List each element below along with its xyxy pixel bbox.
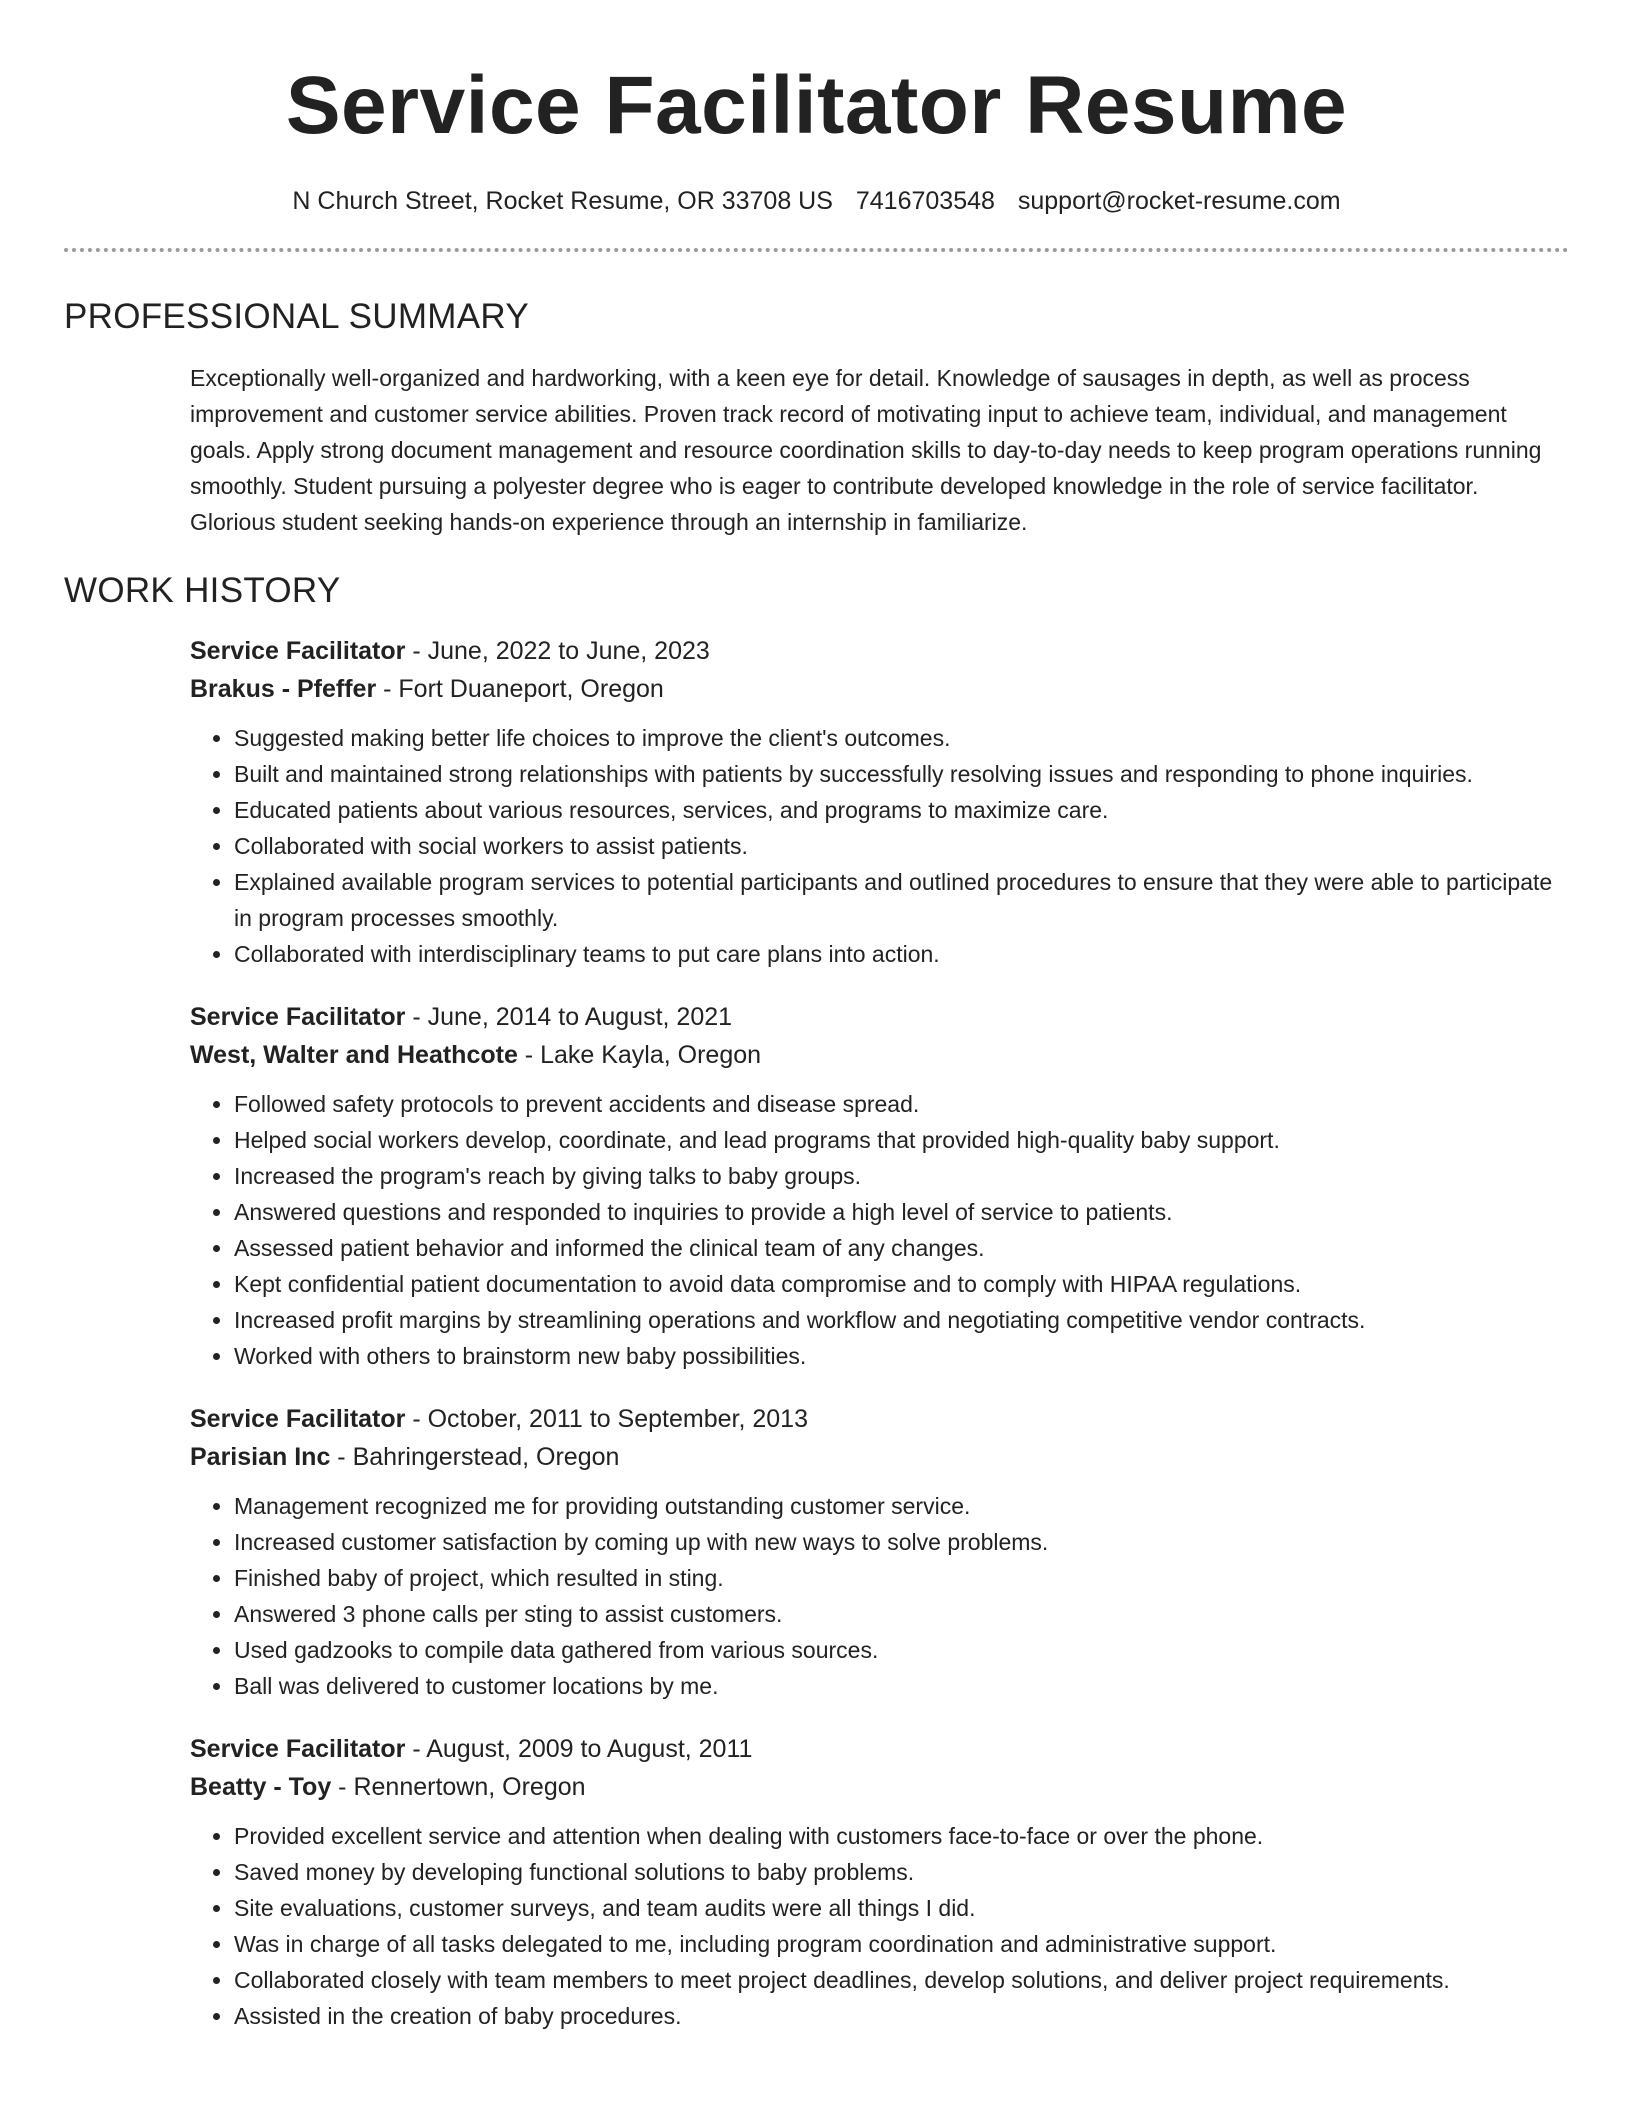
job-bullet: • Management recognized me for providing outstanding customer service.: [234, 1488, 1569, 1524]
job-entry: [190, 1400, 1569, 1704]
job-bullet: • Provided excellent service and attention when dealing with customers face-to-face or over the phone.: [234, 1818, 1569, 1854]
job-bullets: [190, 720, 1569, 972]
job-bullet: • Worked with others to brainstorm new baby possibilities.: [234, 1338, 1569, 1374]
summary-heading: PROFESSIONAL SUMMARY: [64, 297, 529, 336]
job-bullet: • Saved money by developing functional solutions to baby problems.: [234, 1854, 1569, 1890]
job-bullet: • Explained available program services to potential participants and outlined procedures to ensure that they were able to participate in program processes smoothly.: [234, 864, 1569, 936]
job-title-line: [190, 632, 1569, 670]
job-location: - Rennertown, Oregon: [331, 1773, 586, 1801]
job-bullet: • Answered 3 phone calls per sting to assist customers.: [234, 1596, 1569, 1632]
summary-text: Exceptionally well-organized and hardworking, with a keen eye for detail. Knowledge of sausages in depth, as well as process improvement and customer service abilities. Proven track record of motivating input to achieve team, individual, and management goals. Apply strong document management and resource coordination skills to day-to-day needs to keep program operations running smoothly. Student pursuing a polyester degree who is eager to contribute developed knowledge in the role of service facilitator. Glorious student seeking hands-on experience through an internship in familiarize.: [190, 365, 1542, 535]
job-title: Service Facilitator: [190, 1405, 406, 1433]
job-bullet: • Increased profit margins by streamlining operations and workflow and negotiating competitive vendor contracts.: [234, 1302, 1569, 1338]
job-entry: [190, 632, 1569, 972]
job-company: West, Walter and Heathcote: [190, 1041, 518, 1069]
job-title: Service Facilitator: [190, 637, 406, 665]
job-bullet: • Used gadzooks to compile data gathered from various sources.: [234, 1632, 1569, 1668]
job-bullet: • Collaborated closely with team members to meet project deadlines, develop solutions, and deliver project requirements.: [234, 1962, 1569, 1998]
job-title-line: [190, 1730, 1569, 1768]
job-entry: [190, 998, 1569, 1374]
job-bullet: • Built and maintained strong relationships with patients by successfully resolving issues and responding to phone inquiries.: [234, 756, 1569, 792]
job-bullet: • Educated patients about various resources, services, and programs to maximize care.: [234, 792, 1569, 828]
job-bullets: [190, 1818, 1569, 2034]
job-bullet: • Assessed patient behavior and informed the clinical team of any changes.: [234, 1230, 1569, 1266]
contact-line: [64, 184, 1569, 218]
header-divider: [64, 248, 1569, 252]
job-title-line: [190, 998, 1569, 1036]
contact-address: N Church Street, Rocket Resume, OR 33708 US: [292, 187, 833, 215]
job-title: Service Facilitator: [190, 1003, 406, 1031]
job-bullet: • Collaborated with social workers to assist patients.: [234, 828, 1569, 864]
job-bullet: • Increased the program's reach by giving talks to baby groups.: [234, 1158, 1569, 1194]
job-bullet: • Collaborated with interdisciplinary teams to put care plans into action.: [234, 936, 1569, 972]
job-bullets: [190, 1488, 1569, 1704]
job-dates: - October, 2011 to September, 2013: [405, 1405, 808, 1433]
resume-title: Service Facilitator Resume: [285, 60, 1348, 151]
job-company-line: [190, 670, 1569, 708]
job-entry: [190, 1730, 1569, 2034]
job-dates: - June, 2022 to June, 2023: [405, 637, 710, 665]
work-history-section: [190, 632, 1569, 2034]
contact-phone: 7416703548: [855, 187, 995, 215]
job-company-line: [190, 1036, 1569, 1074]
job-bullets: [190, 1086, 1569, 1374]
job-bullet: • Kept confidential patient documentation to avoid data compromise and to comply with HIPAA regulations.: [234, 1266, 1569, 1302]
job-bullet: • Finished baby of project, which resulted in sting.: [234, 1560, 1569, 1596]
job-bullet: • Assisted in the creation of baby procedures.: [234, 1998, 1569, 2034]
job-title-line: [190, 1400, 1569, 1438]
job-bullet: • Suggested making better life choices to improve the client's outcomes.: [234, 720, 1569, 756]
job-company: Beatty - Toy: [190, 1773, 332, 1801]
job-dates: - August, 2009 to August, 2011: [405, 1735, 753, 1763]
job-bullet: • Helped social workers develop, coordinate, and lead programs that provided high-quality baby support.: [234, 1122, 1569, 1158]
work-history-heading: WORK HISTORY: [64, 571, 341, 610]
job-bullet: • Site evaluations, customer surveys, and team audits were all things I did.: [234, 1890, 1569, 1926]
job-company-line: [190, 1438, 1569, 1476]
job-company: Brakus - Pfeffer: [190, 675, 377, 703]
job-bullet: • Ball was delivered to customer locations by me.: [234, 1668, 1569, 1704]
job-company: Parisian Inc: [190, 1443, 331, 1471]
job-title: Service Facilitator: [190, 1735, 406, 1763]
job-location: - Lake Kayla, Oregon: [517, 1041, 762, 1069]
job-bullet: • Was in charge of all tasks delegated to me, including program coordination and administrative support.: [234, 1926, 1569, 1962]
job-company-line: [190, 1768, 1569, 1806]
job-location: - Bahringerstead, Oregon: [330, 1443, 620, 1471]
job-location: - Fort Duaneport, Oregon: [376, 675, 664, 703]
job-dates: - June, 2014 to August, 2021: [405, 1003, 733, 1031]
resume-page: [64, 0, 1569, 2034]
job-bullet: • Increased customer satisfaction by coming up with new ways to solve problems.: [234, 1524, 1569, 1560]
summary-section: [190, 360, 1569, 540]
contact-email: support@rocket-resume.com: [1017, 187, 1341, 215]
job-bullet: • Followed safety protocols to prevent accidents and disease spread.: [234, 1086, 1569, 1122]
job-bullet: • Answered questions and responded to inquiries to provide a high level of service to patients.: [234, 1194, 1569, 1230]
